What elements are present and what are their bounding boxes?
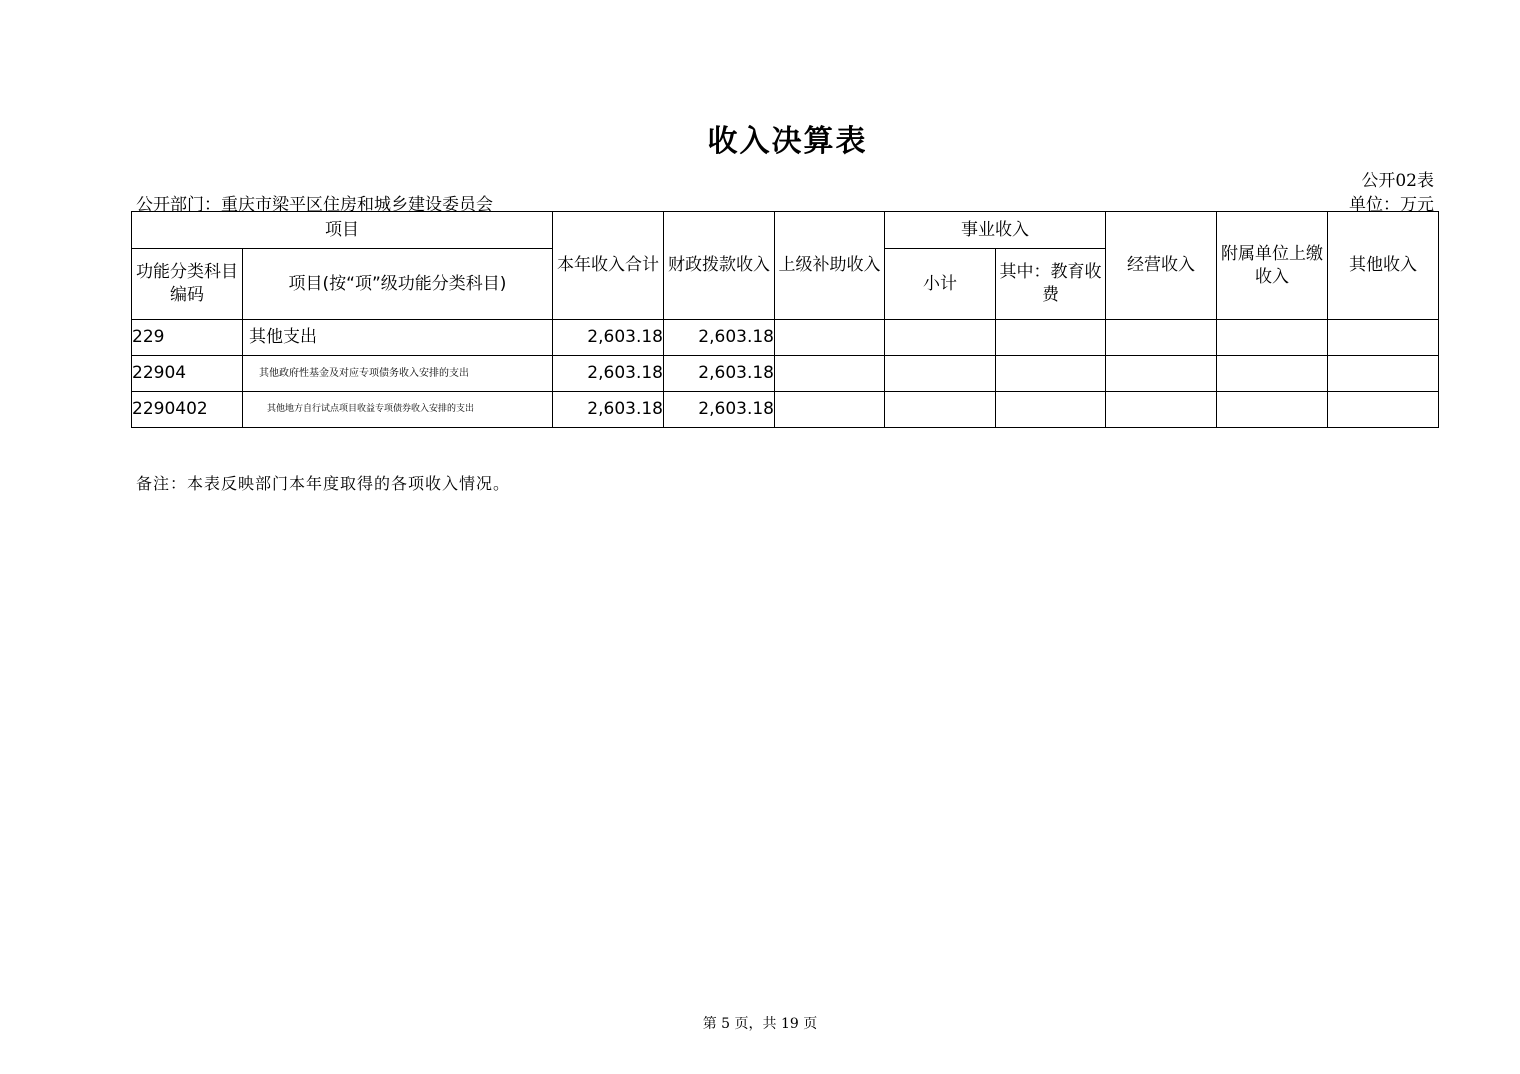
row-affiliated [1217, 356, 1328, 392]
report-title: 收入决算表 [707, 124, 868, 159]
row-affiliated [1217, 320, 1328, 356]
table-row [132, 320, 1439, 356]
edu-fee-header: 其中：教育收费 [996, 249, 1106, 320]
table-row [132, 392, 1439, 428]
row-name: 其他政府性基金及对应专项债务收入安排的支出 [243, 356, 553, 392]
row-edu-fee [996, 392, 1106, 428]
row-total: 2,603.18 [553, 392, 664, 428]
page-footer: 第 5 页，共 19 页 [702, 1016, 818, 1032]
operating-income-header: 经营收入 [1106, 212, 1217, 320]
row-affiliated [1217, 392, 1328, 428]
row-other [1328, 320, 1439, 356]
row-operating [1106, 392, 1217, 428]
row-other [1328, 392, 1439, 428]
row-code: 229 [132, 320, 243, 356]
table-row [132, 356, 1439, 392]
func-code-header: 功能分类科目编码 [132, 249, 243, 320]
form-number: 公开02表 [1361, 171, 1434, 191]
row-fiscal: 2,603.18 [664, 356, 775, 392]
business-income-header: 事业收入 [885, 212, 1106, 249]
row-subtotal [885, 356, 996, 392]
row-code: 2290402 [132, 392, 243, 428]
superior-subsidy-header: 上级补助收入 [775, 212, 885, 320]
table-note: 备注：本表反映部门本年度取得的各项收入情况。 [136, 474, 511, 493]
row-superior [775, 320, 885, 356]
row-subtotal [885, 320, 996, 356]
row-other [1328, 356, 1439, 392]
row-operating [1106, 356, 1217, 392]
fiscal-income-header: 财政拨款收入 [664, 212, 775, 320]
row-name: 其他地方自行试点项目收益专项债券收入安排的支出 [243, 392, 553, 428]
project-name-header: 项目(按“项”级功能分类科目) [243, 249, 553, 320]
row-operating [1106, 320, 1217, 356]
subtotal-header: 小计 [885, 249, 996, 320]
row-total: 2,603.18 [553, 356, 664, 392]
row-code: 22904 [132, 356, 243, 392]
department-label: 公开部门：重庆市梁平区住房和城乡建设委员会 [136, 195, 493, 215]
project-group-header: 项目 [132, 212, 553, 249]
row-edu-fee [996, 356, 1106, 392]
row-fiscal: 2,603.18 [664, 320, 775, 356]
row-superior [775, 356, 885, 392]
income-table [131, 211, 1439, 428]
total-income-header: 本年收入合计 [553, 212, 664, 320]
row-subtotal [885, 392, 996, 428]
row-total: 2,603.18 [553, 320, 664, 356]
row-name: 其他支出 [243, 320, 553, 356]
affiliated-income-header: 附属单位上缴收入 [1217, 212, 1328, 320]
row-fiscal: 2,603.18 [664, 392, 775, 428]
row-edu-fee [996, 320, 1106, 356]
unit-label: 单位：万元 [1349, 195, 1434, 215]
row-superior [775, 392, 885, 428]
other-income-header: 其他收入 [1328, 212, 1439, 320]
